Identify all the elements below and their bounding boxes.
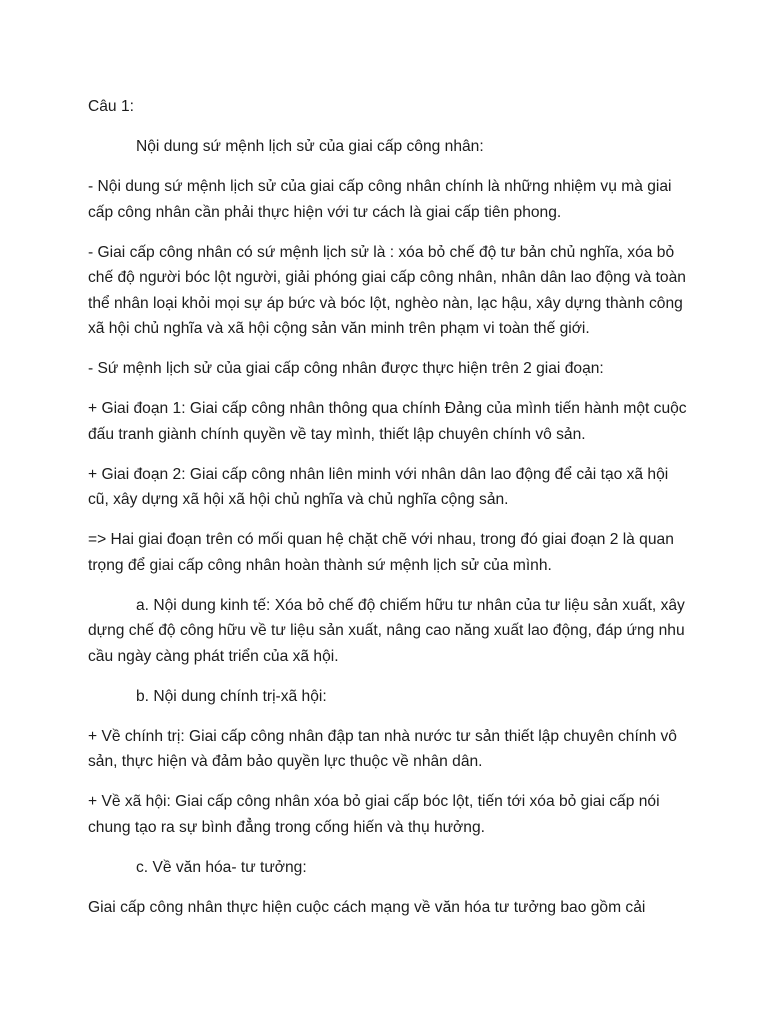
section-c-text: Giai cấp công nhân thực hiện cuộc cách mạng về văn hóa tư tưởng bao gồm cải [88,898,646,916]
document-body [88,94,688,935]
section-b-politics: + Về chính trị: Giai cấp công nhân đập tan nhà nước tư sản thiết lập chuyên chính vô sản, thực hiện và đảm bảo quyền lực thuộc về nhân dân. [88,727,677,770]
section-b-heading: b. Nội dung chính trị-xã hội: [136,687,327,705]
paragraph-1: - Nội dung sứ mệnh lịch sử của giai cấp công nhân chính là những nhiệm vụ mà giai cấp công nhân cần phải thực hiện với tư cách là giai cấp tiên phong. [88,178,672,221]
section-a-economic: a. Nội dung kinh tế: Xóa bỏ chế độ chiếm hữu tư nhân của tư liệu sản xuất, xây dựng chế độ công hữu về tư liệu sản xuất, nâng cao năng xuất lao động, đáp ứng nhu cầu ngày càng phát triển của xã hội. [88,596,685,665]
paragraph-2: - Giai cấp công nhân có sứ mệnh lịch sử là : xóa bỏ chế độ tư bản chủ nghĩa, xóa bỏ chế độ người bóc lột người, giải phóng giai cấp công nhân, nhân dân lao động và toàn thể nhân loại khỏi mọi sự áp bức và bóc lột, nghèo nàn, lạc hậu, xây dựng thành công xã hội chủ nghĩa và xã hội cộng sản văn minh trên phạm vi toàn thế giới. [88,243,686,337]
section-b-society: + Về xã hội: Giai cấp công nhân xóa bỏ giai cấp bóc lột, tiến tới xóa bỏ giai cấp nói chung tạo ra sự bình đẳng trong cống hiến và thụ hưởng. [88,793,660,836]
paragraph-3: - Sứ mệnh lịch sử của giai cấp công nhân được thực hiện trên 2 giai đoạn: [88,360,604,377]
section-subheading: Nội dung sứ mệnh lịch sử của giai cấp công nhân: [136,138,484,155]
question-heading: Câu 1: [88,98,134,115]
section-c-heading: c. Về văn hóa- tư tưởng: [136,858,307,876]
paragraph-conclusion: => Hai giai đoạn trên có mối quan hệ chặt chẽ với nhau, trong đó giai đoạn 2 là quan trọng để giai cấp công nhân hoàn thành sứ mệnh lịch sử của mình. [88,531,674,574]
paragraph-stage-1: + Giai đoạn 1: Giai cấp công nhân thông qua chính Đảng của mình tiến hành một cuộc đấu tranh giành chính quyền về tay mình, thiết lập chuyên chính vô sản. [88,400,687,443]
paragraph-stage-2: + Giai đoạn 2: Giai cấp công nhân liên minh với nhân dân lao động để cải tạo xã hội cũ, xây dựng xã hội xã hội chủ nghĩa và chủ nghĩa cộng sản. [88,465,669,508]
